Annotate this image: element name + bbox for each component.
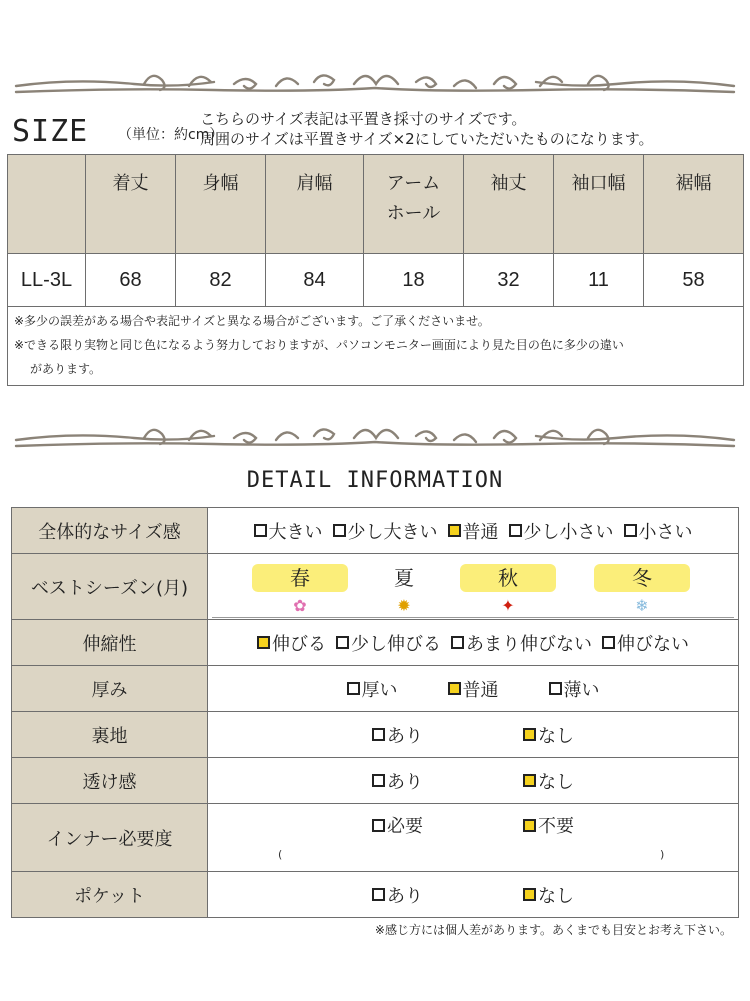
option-label: なし	[538, 885, 574, 907]
size-title: SIZE	[12, 114, 89, 149]
option-label: 普通	[462, 679, 499, 701]
option	[372, 768, 423, 794]
checkbox-icon	[372, 819, 385, 832]
detail-label: インナー必要度	[12, 804, 208, 872]
option	[372, 812, 423, 838]
size-value-cell: 11	[554, 254, 644, 307]
detail-options	[208, 666, 739, 712]
season-autumn: 秋	[460, 564, 556, 592]
size-header-cell	[364, 155, 464, 254]
option-label: 伸びない	[617, 633, 689, 655]
size-header-line: アーム	[386, 173, 441, 194]
size-note-row	[8, 307, 744, 386]
option	[448, 518, 499, 544]
detail-label: ポケット	[12, 872, 208, 918]
checkbox-icon	[509, 524, 522, 537]
option	[624, 518, 693, 544]
ornament-divider-bottom	[14, 418, 736, 458]
option	[549, 676, 600, 702]
checkbox-icon	[451, 636, 464, 649]
size-disclaimer: ※多少の誤差がある場合や表記サイズと異なる場合がございます。ご了承くださいませ。	[14, 314, 490, 328]
checkbox-icon	[254, 524, 267, 537]
size-value-cell: 58	[644, 254, 744, 307]
ornament-divider-top	[14, 64, 736, 104]
option-label: あり	[387, 885, 423, 907]
size-value-cell: 18	[364, 254, 464, 307]
option-label: あまり伸びない	[466, 633, 592, 655]
checkbox-icon	[372, 774, 385, 787]
size-disclaimer: ※できる限り実物と同じ色になるよう努力しておりますが、パソコンモニター画面により見た目の色に多少の違い	[14, 338, 624, 352]
checkbox-icon	[372, 888, 385, 901]
checkbox-icon	[624, 524, 637, 537]
checkbox-checked-icon	[523, 774, 536, 787]
option-group	[208, 518, 738, 544]
detail-row-size-feel	[12, 508, 739, 554]
option	[451, 630, 592, 656]
option-label: 必要	[387, 816, 423, 837]
option	[602, 630, 689, 656]
size-unit: （単位：約cm）	[118, 127, 224, 143]
option	[509, 518, 614, 544]
option-group	[208, 630, 738, 656]
checkbox-checked-icon	[448, 524, 461, 537]
detail-options	[208, 508, 739, 554]
option-label: 大きい	[268, 521, 323, 543]
size-value-cell: 68	[86, 254, 176, 307]
option-group	[208, 812, 738, 838]
season-spring: 春	[252, 564, 348, 592]
detail-options	[208, 758, 739, 804]
checkbox-icon	[336, 636, 349, 649]
size-header-row	[8, 155, 744, 254]
season-divider-line	[212, 616, 734, 618]
option-label: 厚い	[361, 679, 398, 701]
checkbox-checked-icon	[523, 819, 536, 832]
size-header-cell: 裾幅	[644, 155, 744, 254]
option	[333, 518, 438, 544]
checkbox-icon	[347, 682, 360, 695]
option	[523, 882, 574, 908]
size-header-cell: 身幅	[176, 155, 266, 254]
size-value-cell: 32	[464, 254, 554, 307]
detail-title: DETAIL INFORMATION	[246, 468, 504, 493]
snowflake-icon: ❄	[635, 595, 649, 615]
detail-seasons	[208, 554, 739, 620]
detail-options	[208, 804, 739, 872]
detail-label: 全体的なサイズ感	[12, 508, 208, 554]
season-winter: 冬	[594, 564, 690, 592]
size-value-cell: 82	[176, 254, 266, 307]
size-note-1: こちらのサイズ表記は平置き採寸のサイズです。	[200, 110, 527, 128]
option	[523, 768, 574, 794]
size-notes	[8, 307, 744, 386]
detail-label: 厚み	[12, 666, 208, 712]
option	[336, 630, 441, 656]
detail-row-season	[12, 554, 739, 620]
size-header-cell: 肩幅	[266, 155, 364, 254]
option-label: 少し小さい	[523, 521, 614, 543]
option	[372, 722, 423, 748]
detail-label: 裏地	[12, 712, 208, 758]
size-table	[7, 154, 744, 386]
option	[347, 676, 398, 702]
size-disclaimer: があります。	[30, 362, 102, 376]
maple-leaf-icon: ✦	[501, 595, 515, 615]
option-group	[208, 722, 738, 748]
option-label: 薄い	[563, 679, 600, 701]
checkbox-icon	[602, 636, 615, 649]
checkbox-checked-icon	[257, 636, 270, 649]
season-strip	[208, 556, 738, 618]
detail-row-lining	[12, 712, 739, 758]
size-header-cell: 袖口幅	[554, 155, 644, 254]
detail-options	[208, 712, 739, 758]
checkbox-icon	[549, 682, 562, 695]
sunflower-icon: ✹	[397, 595, 411, 615]
option-label: あり	[387, 725, 423, 747]
option-label: 小さい	[638, 521, 693, 543]
checkbox-checked-icon	[523, 728, 536, 741]
option-label: 普通	[462, 521, 499, 543]
option-group	[208, 882, 738, 908]
detail-label: 伸縮性	[12, 620, 208, 666]
checkbox-icon	[372, 728, 385, 741]
option-group	[208, 676, 738, 702]
checkbox-checked-icon	[523, 888, 536, 901]
detail-footer-note: ※感じ方には個人差があります。あくまでも目安とお考え下さい。	[374, 923, 732, 937]
option-label: なし	[538, 725, 574, 747]
detail-options	[208, 872, 739, 918]
option-label: 伸びる	[272, 633, 326, 655]
paren-close: )	[660, 848, 665, 861]
detail-row-sheerness	[12, 758, 739, 804]
size-header-empty	[8, 155, 86, 254]
option	[523, 722, 574, 748]
detail-table	[11, 507, 739, 918]
option	[257, 630, 326, 656]
option	[372, 882, 423, 908]
size-header-line: ホール	[386, 203, 441, 224]
season-summer: 夏	[394, 565, 414, 590]
option-label: なし	[538, 771, 574, 793]
paren-open: (	[278, 848, 283, 861]
detail-row-pocket	[12, 872, 739, 918]
size-value-cell: 84	[266, 254, 364, 307]
size-header-cell: 袖丈	[464, 155, 554, 254]
detail-row-inner	[12, 804, 739, 872]
detail-row-thickness	[12, 666, 739, 712]
option-label: あり	[387, 771, 423, 793]
option	[448, 676, 499, 702]
option-label: 少し伸びる	[351, 633, 441, 655]
checkbox-checked-icon	[448, 682, 461, 695]
detail-label: ベストシーズン(月)	[12, 554, 208, 620]
detail-label: 透け感	[12, 758, 208, 804]
option	[254, 518, 323, 544]
detail-row-stretch	[12, 620, 739, 666]
size-value-row	[8, 254, 744, 307]
option	[523, 812, 574, 838]
size-note-2: 周囲のサイズは平置きサイズ×2にしていただいたものになります。	[200, 130, 654, 148]
checkbox-icon	[333, 524, 346, 537]
flower-icon: ✿	[293, 595, 307, 615]
size-row-label: LL-3L	[8, 254, 86, 307]
detail-options	[208, 620, 739, 666]
option-group	[208, 768, 738, 794]
size-header-cell: 着丈	[86, 155, 176, 254]
option-label: 不要	[538, 816, 574, 837]
option-label: 少し大きい	[347, 521, 438, 543]
